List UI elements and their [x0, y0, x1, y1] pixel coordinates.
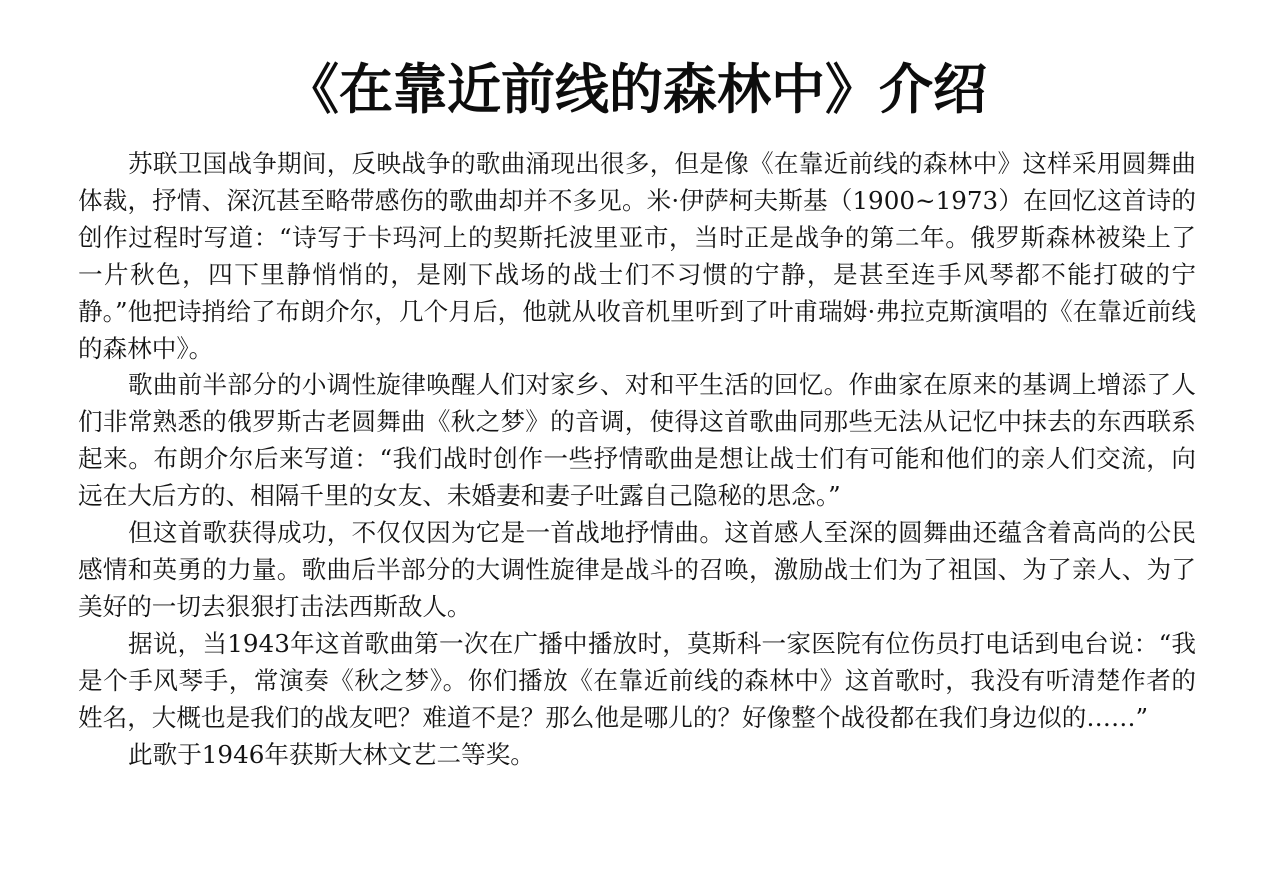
paragraph-intro: 苏联卫国战争期间，反映战争的歌曲涌现出很多，但是像《在靠近前线的森林中》这样采用圆舞曲体裁，抒情、深沉甚至略带感伤的歌曲却并不多见。米·伊萨柯夫斯基（1900~1973）在回忆这首诗的创作过程时写道：“诗写于卡玛河上的契斯托波里亚市，当时正是战争的第二年。俄罗斯森林被染上了一片秋色，四下里静悄悄的，是刚下战场的战士们不习惯的宁静，是甚至连手风琴都不能打破的宁静。”他把诗捎给了布朗介尔，几个月后，他就从收音机里听到了叶甫瑞姆·弗拉克斯演唱的《在靠近前线的森林中》。 [78, 149, 1196, 363]
article-body [78, 146, 1196, 773]
paragraph-melody: 歌曲前半部分的小调性旋律唤醒人们对家乡、对和平生活的回忆。作曲家在原来的基调上增添了人们非常熟悉的俄罗斯古老圆舞曲《秋之梦》的音调，使得这首歌曲同那些无法从记忆中抹去的东西联系起来。布朗介尔后来写道：“我们战时创作一些抒情歌曲是想让战士们有可能和他们的亲人们交流，向远在大后方的、相隔千里的女友、未婚妻和妻子吐露自己隐秘的思念。” [78, 370, 1196, 511]
page-title: 《在靠近前线的森林中》介绍 [285, 58, 987, 121]
paragraph-success: 但这首歌获得成功，不仅仅因为它是一首战地抒情曲。这首感人至深的圆舞曲还蕴含着高尚的公民感情和英勇的力量。歌曲后半部分的大调性旋律是战斗的召唤，激励战士们为了祖国、为了亲人、为了美好的一切去狠狠打击法西斯敌人。 [78, 518, 1196, 621]
paragraph-award: 此歌于1946年获斯大林文艺二等奖。 [128, 739, 535, 769]
paragraph-anecdote: 据说，当1943年这首歌曲第一次在广播中播放时，莫斯科一家医院有位伤员打电话到电台说：“我是个手风琴手，常演奏《秋之梦》。你们播放《在靠近前线的森林中》这首歌时，我没有听清楚作者的姓名，大概也是我们的战友吧？难道不是？那么他是哪儿的？好像整个战役都在我们身边似的……” [78, 628, 1196, 732]
